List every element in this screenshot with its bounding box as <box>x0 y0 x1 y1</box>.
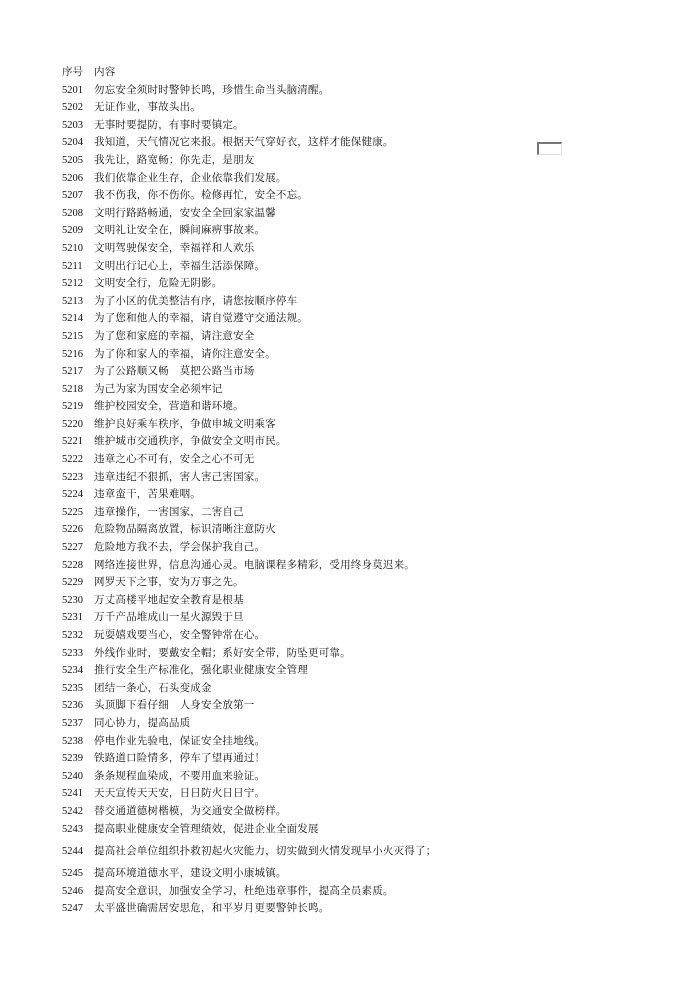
slogan-table <box>62 64 462 918</box>
header-content: 内容 <box>94 66 116 78</box>
row-content: 文明行路路畅通，安安全全回家家温馨 <box>94 206 276 219</box>
row-content: 危险物品隔离放置，标识清晰注意防火 <box>94 523 276 536</box>
row-content: 我先让，路宽畅；你先走，是朋友 <box>94 153 255 166</box>
row-content: 提高社会单位组织扑救初起火灾能力，切实做到火情发现早小火灭得了； <box>94 845 437 858</box>
row-number: 5241 <box>62 788 83 800</box>
table-row <box>62 451 462 469</box>
row-number: 5214 <box>62 313 83 325</box>
row-content: 万千产品堆成山一星火源毁于旦 <box>94 611 244 624</box>
row-number: 5202 <box>62 102 83 114</box>
row-number: 5245 <box>62 868 83 880</box>
row-number: 5223 <box>62 471 83 483</box>
row-content: 我不伤我，你不伤你。检修再忙，安全不忘。 <box>94 189 308 202</box>
row-content: 头顶脚下看仔细 人身安全放第一 <box>94 699 255 712</box>
row-number: 5211 <box>62 260 83 272</box>
table-row <box>62 486 462 504</box>
table-row <box>62 187 462 205</box>
row-number: 5221 <box>62 436 83 448</box>
table-row <box>62 768 462 786</box>
table-row <box>62 205 462 223</box>
table-row <box>62 838 462 865</box>
row-content: 文明驾驶保安全，幸福祥和人欢乐 <box>94 241 255 254</box>
row-number: 5204 <box>62 137 83 149</box>
row-content: 为了您和家庭的幸福，请注意安全 <box>94 329 255 342</box>
row-number: 5230 <box>62 594 83 606</box>
table-header <box>62 64 462 82</box>
table-row <box>62 240 462 258</box>
table-row <box>62 363 462 381</box>
row-content: 网络连接世界，信息沟通心灵。电脑课程多精彩，受用终身莫迟来。 <box>94 558 415 571</box>
row-number: 5216 <box>62 348 83 360</box>
table-row <box>62 821 462 839</box>
row-content: 文明出行记心上，幸福生活添保障。 <box>94 259 266 272</box>
row-number: 5240 <box>62 770 83 782</box>
table-row <box>62 865 462 883</box>
row-number: 5242 <box>62 805 83 817</box>
row-content: 为了你和家人的幸福，请你注意安全。 <box>94 347 276 360</box>
row-content: 勿忘安全须时时警钟长鸣，珍惜生命当头脑清醒。 <box>94 83 330 96</box>
table-row <box>62 662 462 680</box>
table-row <box>62 900 462 918</box>
table-row <box>62 170 462 188</box>
row-content: 文明安全行，危险无阴影。 <box>94 277 223 290</box>
row-number: 5228 <box>62 559 83 571</box>
table-row <box>62 750 462 768</box>
row-content: 条条规程血染成，不要用血来验证。 <box>94 769 266 782</box>
table-row <box>62 310 462 328</box>
row-number: 5235 <box>62 682 83 694</box>
table-row <box>62 328 462 346</box>
table-row <box>62 346 462 364</box>
row-content: 外线作业时，要戴安全帽；系好安全带，防坠更可靠。 <box>94 646 351 659</box>
row-content: 我知道，天气情况它来报。根据天气穿好衣，这样才能保健康。 <box>94 136 394 149</box>
table-row <box>62 627 462 645</box>
row-content: 团结一条心，石头变成金 <box>94 681 212 694</box>
table-row <box>62 680 462 698</box>
row-content: 违章违纪不狠抓，害人害己害国家。 <box>94 470 266 483</box>
row-number: 5203 <box>62 119 83 131</box>
row-content: 万丈高楼平地起安全教育是根基 <box>94 593 244 606</box>
table-row <box>62 433 462 451</box>
row-content: 为己为家为国安全必须牢记 <box>94 382 223 395</box>
row-number: 5220 <box>62 418 83 430</box>
table-row <box>62 785 462 803</box>
row-number: 5244 <box>62 846 83 858</box>
row-content: 违章之心不可有，安全之心不可无 <box>94 453 255 466</box>
row-content: 无事时要提防，有事时要镇定。 <box>94 118 244 131</box>
row-number: 5225 <box>62 506 83 518</box>
row-content: 提高安全意识，加强安全学习，杜绝违章事件，提高全员素质。 <box>94 884 394 897</box>
row-number: 5208 <box>62 207 83 219</box>
row-number: 5222 <box>62 454 83 466</box>
table-row <box>62 803 462 821</box>
page-corner-mark <box>537 142 562 155</box>
row-number: 5219 <box>62 401 83 413</box>
row-number: 5212 <box>62 278 83 290</box>
row-content: 文明礼让安全在，瞬间麻痹事故来。 <box>94 224 266 237</box>
row-content: 为了您和他人的幸福，请自觉遵守交通法规。 <box>94 312 308 325</box>
row-number: 5206 <box>62 172 83 184</box>
table-row <box>62 152 462 170</box>
row-content: 天天宣传天天安，日日防火日日宁。 <box>94 787 266 800</box>
row-number: 5217 <box>62 366 83 378</box>
row-content: 提高环境道德水平，建设文明小康城镇。 <box>94 867 287 880</box>
row-number: 5213 <box>62 295 83 307</box>
table-row <box>62 134 462 152</box>
row-number: 5207 <box>62 190 83 202</box>
row-number: 5205 <box>62 154 83 166</box>
row-content: 维护良好乘车秩序，争做申城文明乘客 <box>94 417 276 430</box>
row-number: 5239 <box>62 753 83 765</box>
row-number: 5218 <box>62 383 83 395</box>
row-content: 为了小区的优美整洁有序，请您按顺序停车 <box>94 294 298 307</box>
row-number: 5237 <box>62 717 83 729</box>
table-row <box>62 883 462 901</box>
row-number: 5209 <box>62 225 83 237</box>
row-content: 替交通道德树楷模，为交通安全做榜样。 <box>94 804 287 817</box>
table-row <box>62 469 462 487</box>
row-number: 5224 <box>62 489 83 501</box>
row-content: 无证作业，事故头出。 <box>94 101 201 114</box>
table-row <box>62 574 462 592</box>
row-number: 5229 <box>62 577 83 589</box>
row-content: 玩耍嬉戏要当心，安全警钟常在心。 <box>94 629 266 641</box>
header-number: 序号 <box>62 66 83 78</box>
table-row <box>62 557 462 575</box>
row-content: 同心协力，提高品质 <box>94 716 191 729</box>
row-content: 为了公路顺又畅 莫把公路当市场 <box>94 365 255 378</box>
table-row <box>62 82 462 100</box>
row-content: 推行安全生产标准化，强化职业健康安全管理 <box>94 664 308 677</box>
row-number: 5215 <box>62 330 83 342</box>
row-content: 危险地方我不去，学会保护我自己。 <box>94 541 266 554</box>
table-row <box>62 609 462 627</box>
table-row <box>62 117 462 135</box>
row-content: 维护校园安全，营造和谐环境。 <box>94 400 244 413</box>
row-number: 5226 <box>62 524 83 536</box>
table-row <box>62 521 462 539</box>
table-row <box>62 99 462 117</box>
table-row <box>62 733 462 751</box>
table-row <box>62 222 462 240</box>
row-content: 提高职业健康安全管理绩效，促进企业全面发展 <box>94 822 319 835</box>
row-content: 我们依靠企业生存，企业依靠我们发展。 <box>94 171 287 184</box>
row-content: 违章蛮干，苦果难咽。 <box>94 488 201 501</box>
row-content: 铁路道口险情多，停车了望再通过！ <box>94 752 266 765</box>
row-number: 5227 <box>62 542 83 554</box>
table-row <box>62 258 462 276</box>
row-content: 太平盛世确需居安思危，和平岁月更要警钟长鸣。 <box>94 902 330 915</box>
row-number: 5210 <box>62 242 83 254</box>
row-content: 停电作业先验电，保证安全挂地线。 <box>94 734 266 747</box>
table-row <box>62 539 462 557</box>
row-content: 违章操作，一害国家，二害自己 <box>94 505 244 518</box>
table-row <box>62 381 462 399</box>
row-content: 维护城市交通秩序，争做安全文明市民。 <box>94 435 287 448</box>
table-row <box>62 592 462 610</box>
table-row <box>62 275 462 293</box>
row-number: 5246 <box>62 885 83 897</box>
table-row <box>62 293 462 311</box>
row-number: 5233 <box>62 647 83 659</box>
row-content: 网罗天下之事，安为万事之先。 <box>94 576 244 589</box>
table-row <box>62 645 462 663</box>
row-number: 5201 <box>62 84 83 96</box>
table-row <box>62 504 462 522</box>
row-number: 5247 <box>62 903 83 915</box>
table-row <box>62 398 462 416</box>
row-number: 5234 <box>62 665 83 677</box>
row-number: 5238 <box>62 735 83 747</box>
row-number: 5232 <box>62 630 83 641</box>
table-row <box>62 697 462 715</box>
row-number: 5243 <box>62 823 83 835</box>
row-number: 5236 <box>62 700 83 712</box>
row-number: 5231 <box>62 612 83 624</box>
table-row <box>62 416 462 434</box>
table-row <box>62 715 462 733</box>
